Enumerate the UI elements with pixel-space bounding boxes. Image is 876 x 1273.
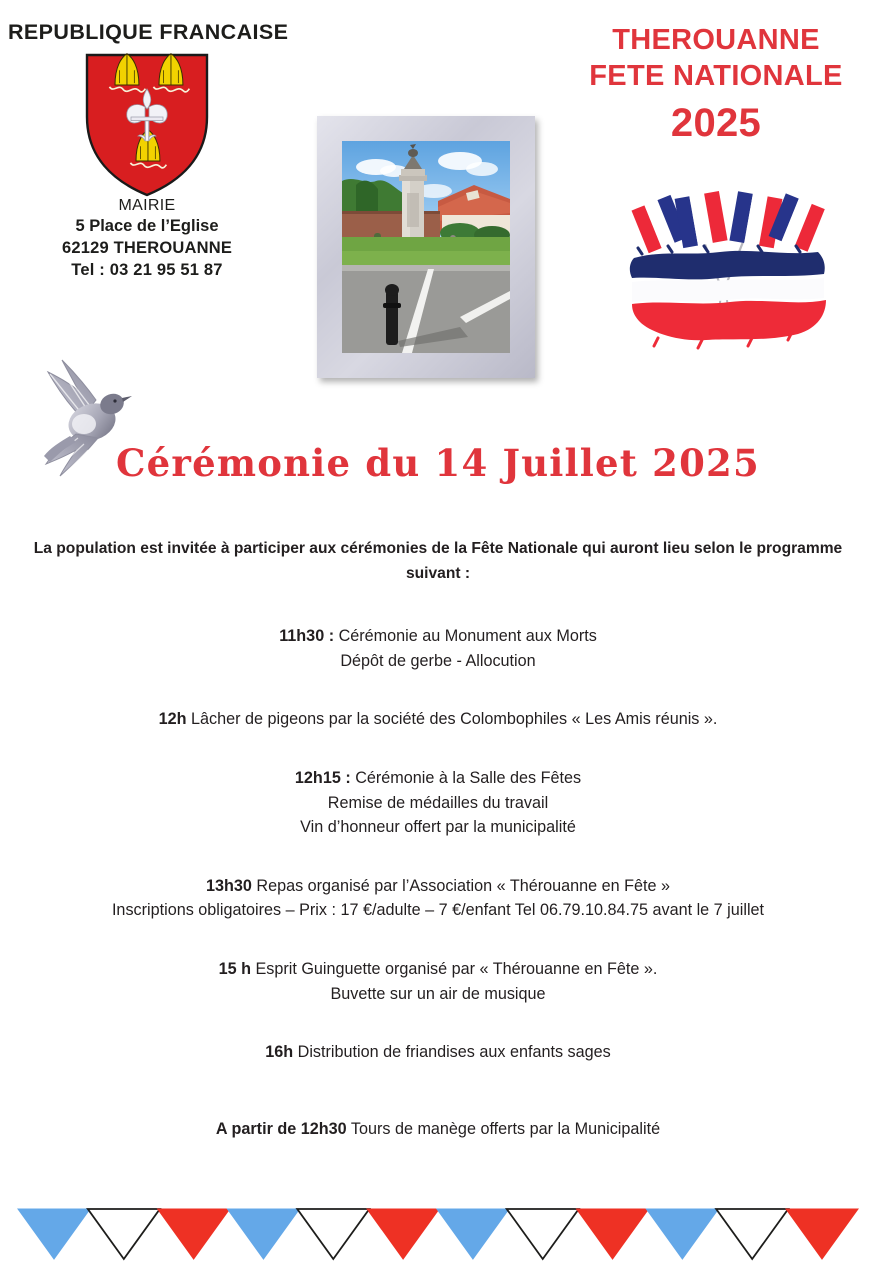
programme-text: Esprit Guinguette organisé par « Thérouanne en Fête ». — [250, 960, 658, 978]
programme-line — [38, 707, 838, 732]
pennant-red — [786, 1209, 858, 1259]
crest-icon — [81, 51, 213, 199]
programme-text: Distribution de friandises aux enfants sages — [293, 1043, 611, 1062]
address-line-mairie: MAIRIE — [118, 197, 176, 214]
programme-line — [38, 1040, 838, 1065]
title-line-year: 2025 — [670, 100, 762, 145]
bunting-decoration — [0, 1203, 876, 1265]
programme-text: Dépôt de gerbe - Allocution — [340, 651, 536, 670]
french-flags-graphic — [612, 182, 848, 350]
pennant-blue — [437, 1209, 509, 1259]
programme-time: 12h — [158, 710, 187, 729]
programme-list — [38, 624, 838, 1168]
monument-aux-morts-photo — [342, 141, 510, 353]
programme-text: Remise de médailles du travail — [327, 793, 549, 812]
programme-line — [38, 791, 838, 816]
programme-text: Inscriptions obligatoires – Prix : 17 €/adulte – 7 €/enfant Tel 06.79.10.84.75 avant le 7 juillet — [111, 901, 765, 920]
programme-line — [38, 624, 838, 649]
programme-entry — [38, 957, 838, 1006]
war-memorial-image — [342, 141, 510, 353]
programme-text: Vin d’honneur offert par la municipalité — [300, 818, 576, 837]
page-title: Cérémonie du 14 Juillet 2025 — [116, 441, 760, 485]
address-line-phone: Tel : 03 21 95 51 87 — [71, 260, 223, 279]
pennant-row-icon — [0, 1203, 876, 1265]
programme-text: Repas organisé par l’Association « Thérouanne en Fête » — [251, 876, 671, 895]
mairie-identity-block — [8, 20, 289, 281]
title-line-event: FETE NATIONALE — [589, 60, 843, 93]
programme-line — [38, 649, 838, 674]
pennant-red — [367, 1209, 439, 1259]
intro-paragraph: La population est invitée à participer aux cérémonies de la Fête Nationale qui auront lieu selon le programme suivant : — [33, 540, 843, 583]
programme-time: 11h30 : — [279, 627, 335, 645]
pennant-red — [158, 1209, 230, 1259]
programme-time: 12h15 : — [294, 768, 351, 787]
programme-entry — [38, 707, 838, 732]
pennant-red — [577, 1209, 649, 1259]
programme-time: 16h — [265, 1043, 294, 1062]
pennant-blue — [227, 1209, 299, 1259]
programme-entry — [38, 766, 838, 840]
programme-time: 13h30 — [205, 876, 252, 895]
programme-text: Cérémonie à la Salle des Fêtes — [350, 768, 582, 787]
programme-line — [38, 957, 838, 982]
programme-text: Buvette sur un air de musique — [330, 984, 546, 1003]
mairie-address — [8, 195, 286, 281]
pennant-white — [507, 1209, 579, 1259]
programme-time: A partir de 12h30 — [215, 1119, 347, 1138]
pennant-white — [88, 1209, 160, 1259]
address-line-street: 5 Place de l’Eglise — [75, 217, 219, 236]
programme-line — [38, 898, 838, 923]
title-line-commune: THEROUANNE — [612, 24, 820, 56]
programme-line — [38, 874, 838, 899]
poster-title — [566, 22, 866, 149]
framed-photo — [317, 116, 535, 378]
programme-text: Tours de manège offerts par la Municipalité — [346, 1119, 661, 1138]
pennant-white — [297, 1209, 369, 1259]
programme-entry — [38, 1040, 838, 1065]
programme-entry — [38, 874, 838, 923]
pennant-white — [716, 1209, 788, 1259]
coat-of-arms — [8, 51, 286, 191]
programme-time: 15 h — [218, 960, 251, 978]
programme-text: Cérémonie au Monument aux Morts — [334, 627, 597, 645]
programme-line — [38, 815, 838, 840]
programme-line — [38, 982, 838, 1007]
address-line-city: 62129 THEROUANNE — [61, 238, 233, 257]
programme-line — [38, 1117, 838, 1142]
programme-text: Lâcher de pigeons par la société des Colombophiles « Les Amis réunis ». — [186, 710, 718, 729]
pennant-blue — [646, 1209, 718, 1259]
republique-francaise-label: REPUBLIQUE FRANCAISE — [8, 20, 289, 44]
pennant-blue — [18, 1209, 90, 1259]
programme-line — [38, 766, 838, 791]
programme-entry — [38, 1117, 838, 1142]
tricolor-flags-icon — [612, 182, 848, 350]
programme-entry — [38, 624, 838, 673]
